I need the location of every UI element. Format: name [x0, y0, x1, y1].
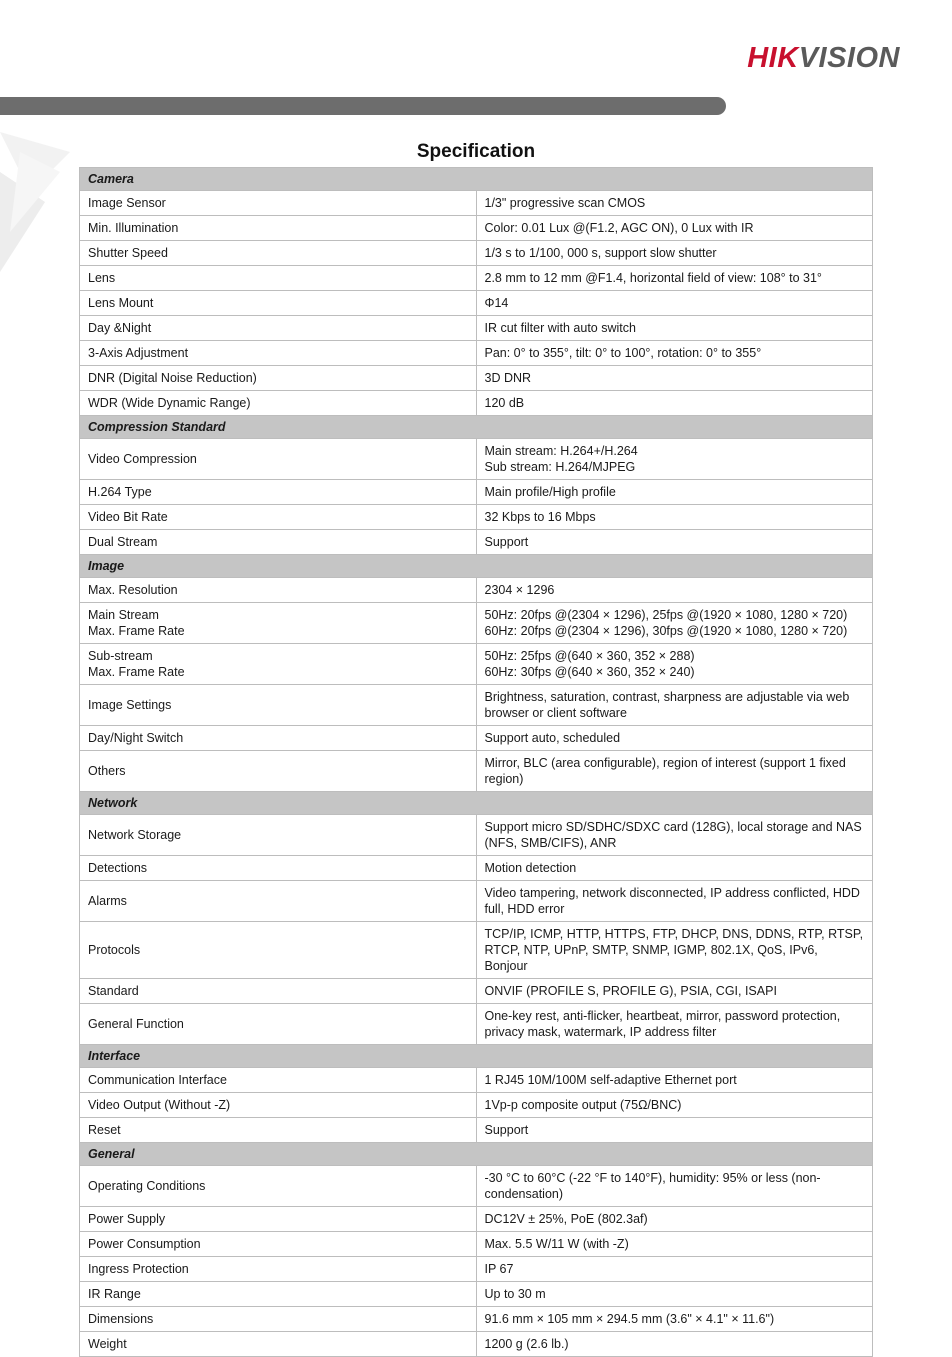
spec-value: [476, 266, 873, 291]
spec-key: H.264 Type: [80, 480, 477, 505]
spec-value-line: TCP/IP, ICMP, HTTP, HTTPS, FTP, DHCP, DNS, DDNS, RTP, RTSP, RTCP, NTP, UPnP, SMTP, SNMP, IGMP, 802.1X, QoS, IPv6, Bonjour: [484, 927, 864, 973]
spec-value-line: Max. 5.5 W/11 W (with -Z): [484, 1237, 629, 1251]
spec-value-line: One-key rest, anti-flicker, heartbeat, mirror, password protection, privacy mask, watermark, IP address filter: [484, 1009, 841, 1039]
spec-value: [476, 216, 873, 241]
spec-value: [476, 1118, 873, 1143]
spec-row: [80, 191, 873, 216]
spec-value-line: Brightness, saturation, contrast, sharpness are adjustable via web browser or client software: [484, 690, 850, 720]
spec-value: [476, 1093, 873, 1118]
section-header: [80, 792, 873, 815]
spec-row: [80, 578, 873, 603]
spec-value-line: 32 Kbps to 16 Mbps: [484, 510, 596, 524]
spec-key: Operating Conditions: [80, 1166, 477, 1207]
spec-value: [476, 603, 873, 644]
spec-key: General Function: [80, 1004, 477, 1045]
spec-value: [476, 391, 873, 416]
spec-key: Lens Mount: [80, 291, 477, 316]
spec-row: [80, 1257, 873, 1282]
spec-value: [476, 316, 873, 341]
spec-value-line: 1Vp-p composite output (75Ω/BNC): [484, 1098, 682, 1112]
section-header: [80, 1045, 873, 1068]
spec-row: [80, 366, 873, 391]
spec-row: [80, 1282, 873, 1307]
spec-value-line: Up to 30 m: [484, 1287, 546, 1301]
spec-value: [476, 979, 873, 1004]
spec-value-line: Sub stream: H.264/MJPEG: [484, 460, 636, 474]
spec-row: [80, 439, 873, 480]
spec-value-line: 1/3" progressive scan CMOS: [484, 196, 646, 210]
spec-row: [80, 1068, 873, 1093]
spec-value-line: DC12V ± 25%, PoE (802.3af): [484, 1212, 648, 1226]
spec-value: [476, 366, 873, 391]
header-bar: [0, 97, 726, 115]
spec-value: [476, 685, 873, 726]
spec-value: [476, 881, 873, 922]
spec-row: [80, 266, 873, 291]
specification-table: [79, 167, 873, 1357]
spec-value-line: 60Hz: 20fps @(2304 × 1296), 30fps @(1920 × 1080, 1280 × 720): [484, 624, 848, 638]
spec-value-line: 60Hz: 30fps @(640 × 360, 352 × 240): [484, 665, 695, 679]
spec-value-line: Main profile/High profile: [484, 485, 616, 499]
spec-row: [80, 530, 873, 555]
spec-value: [476, 578, 873, 603]
spec-row: [80, 685, 873, 726]
spec-key: Dimensions: [80, 1307, 477, 1332]
spec-key: Shutter Speed: [80, 241, 477, 266]
spec-value-line: Φ14: [484, 296, 509, 310]
spec-value: [476, 1166, 873, 1207]
spec-value-line: Support auto, scheduled: [484, 731, 621, 745]
spec-value-line: 50Hz: 25fps @(640 × 360, 352 × 288): [484, 649, 695, 663]
hikvision-logo: [747, 44, 900, 73]
spec-key: Detections: [80, 856, 477, 881]
spec-value: [476, 1257, 873, 1282]
spec-value-line: ONVIF (PROFILE S, PROFILE G), PSIA, CGI, ISAPI: [484, 984, 777, 998]
spec-value: [476, 505, 873, 530]
section-header: [80, 168, 873, 191]
spec-value-line: 120 dB: [484, 396, 525, 410]
spec-row: [80, 291, 873, 316]
spec-value-line: 2.8 mm to 12 mm @F1.4, horizontal field of view: 108° to 31°: [484, 271, 822, 285]
spec-value: [476, 922, 873, 979]
spec-key: 3-Axis Adjustment: [80, 341, 477, 366]
spec-value-line: Support micro SD/SDHC/SDXC card (128G), local storage and NAS (NFS, SMB/CIFS), ANR: [484, 820, 862, 850]
spec-row: [80, 316, 873, 341]
section-title: Network: [80, 792, 873, 815]
spec-value: [476, 644, 873, 685]
page-title: Specification: [416, 141, 536, 162]
spec-key: Dual Stream: [80, 530, 477, 555]
logo-vision-text: VISION: [798, 42, 900, 74]
spec-value: [476, 1332, 873, 1357]
spec-value-line: 91.6 mm × 105 mm × 294.5 mm (3.6" × 4.1" × 11.6"): [484, 1312, 775, 1326]
spec-value-line: Color: 0.01 Lux @(F1.2, AGC ON), 0 Lux with IR: [484, 221, 754, 235]
spec-row: [80, 341, 873, 366]
logo-hik-text: HIK: [747, 42, 799, 74]
spec-key: IR Range: [80, 1282, 477, 1307]
spec-key: Network Storage: [80, 815, 477, 856]
spec-value-line: Motion detection: [484, 861, 577, 875]
spec-row: [80, 815, 873, 856]
spec-value: [476, 439, 873, 480]
spec-value: [476, 751, 873, 792]
spec-row: [80, 881, 873, 922]
spec-row: [80, 922, 873, 979]
spec-row: [80, 1166, 873, 1207]
spec-value: [476, 1207, 873, 1232]
section-title: General: [80, 1143, 873, 1166]
section-title: Image: [80, 555, 873, 578]
spec-key: Max. Resolution: [80, 578, 477, 603]
spec-row: [80, 726, 873, 751]
spec-key: Day/Night Switch: [80, 726, 477, 751]
section-header: [80, 1143, 873, 1166]
spec-row: [80, 644, 873, 685]
spec-value: [476, 1068, 873, 1093]
spec-key: Ingress Protection: [80, 1257, 477, 1282]
spec-row: [80, 1118, 873, 1143]
spec-value-line: Video tampering, network disconnected, IP address conflicted, HDD full, HDD error: [484, 886, 860, 916]
spec-row: [80, 751, 873, 792]
spec-key: Min. Illumination: [80, 216, 477, 241]
spec-value: [476, 726, 873, 751]
spec-row: [80, 216, 873, 241]
spec-key: Lens: [80, 266, 477, 291]
spec-value: [476, 241, 873, 266]
spec-key: Video Compression: [80, 439, 477, 480]
spec-key: Protocols: [80, 922, 477, 979]
spec-value-line: Main stream: H.264+/H.264: [484, 444, 638, 458]
spec-key: Alarms: [80, 881, 477, 922]
spec-value: [476, 341, 873, 366]
spec-row: [80, 856, 873, 881]
spec-row: [80, 979, 873, 1004]
spec-row: [80, 1207, 873, 1232]
spec-value-line: 1 RJ45 10M/100M self-adaptive Ethernet port: [484, 1073, 737, 1087]
spec-value-line: 50Hz: 20fps @(2304 × 1296), 25fps @(1920 × 1080, 1280 × 720): [484, 608, 848, 622]
section-header: [80, 555, 873, 578]
spec-value-line: Support: [484, 535, 529, 549]
spec-key: Weight: [80, 1332, 477, 1357]
spec-key: Day &Night: [80, 316, 477, 341]
spec-key: Video Output (Without -Z): [80, 1093, 477, 1118]
spec-value: [476, 480, 873, 505]
spec-value-line: 1200 g (2.6 lb.): [484, 1337, 569, 1351]
spec-key: Others: [80, 751, 477, 792]
spec-row: [80, 1307, 873, 1332]
spec-value-line: -30 °C to 60°C (-22 °F to 140°F), humidity: 95% or less (non-condensation): [484, 1171, 821, 1201]
spec-key: Communication Interface: [80, 1068, 477, 1093]
spec-key: DNR (Digital Noise Reduction): [80, 366, 477, 391]
spec-key: Video Bit Rate: [80, 505, 477, 530]
spec-value-line: Mirror, BLC (area configurable), region of interest (support 1 fixed region): [484, 756, 846, 786]
spec-value-line: 1/3 s to 1/100, 000 s, support slow shutter: [484, 246, 717, 260]
spec-row: [80, 480, 873, 505]
spec-key: Image Sensor: [80, 191, 477, 216]
spec-value-line: IP 67: [484, 1262, 514, 1276]
spec-row: [80, 1093, 873, 1118]
spec-value: [476, 1004, 873, 1045]
spec-key: Standard: [80, 979, 477, 1004]
spec-value-line: 3D DNR: [484, 371, 532, 385]
spec-row: [80, 1232, 873, 1257]
spec-value: [476, 1282, 873, 1307]
section-title: Interface: [80, 1045, 873, 1068]
spec-row: [80, 1004, 873, 1045]
spec-row: [80, 241, 873, 266]
spec-value: [476, 1307, 873, 1332]
spec-key: Reset: [80, 1118, 477, 1143]
spec-key: Main Stream Max. Frame Rate: [80, 603, 477, 644]
spec-row: [80, 603, 873, 644]
spec-value: [476, 530, 873, 555]
spec-key: WDR (Wide Dynamic Range): [80, 391, 477, 416]
spec-value: [476, 815, 873, 856]
spec-value-line: IR cut filter with auto switch: [484, 321, 636, 335]
spec-value-line: Support: [484, 1123, 529, 1137]
spec-key: Power Consumption: [80, 1232, 477, 1257]
spec-value: [476, 191, 873, 216]
spec-row: [80, 505, 873, 530]
spec-value: [476, 1232, 873, 1257]
spec-value-line: 2304 × 1296: [484, 583, 555, 597]
spec-value: [476, 856, 873, 881]
spec-key: Image Settings: [80, 685, 477, 726]
section-title: Camera: [80, 168, 873, 191]
spec-value-line: Pan: 0° to 355°, tilt: 0° to 100°, rotation: 0° to 355°: [484, 346, 762, 360]
spec-row: [80, 1332, 873, 1357]
spec-value: [476, 291, 873, 316]
spec-row: [80, 391, 873, 416]
spec-key: Sub-stream Max. Frame Rate: [80, 644, 477, 685]
section-title: Compression Standard: [80, 416, 873, 439]
section-header: [80, 416, 873, 439]
spec-key: Power Supply: [80, 1207, 477, 1232]
